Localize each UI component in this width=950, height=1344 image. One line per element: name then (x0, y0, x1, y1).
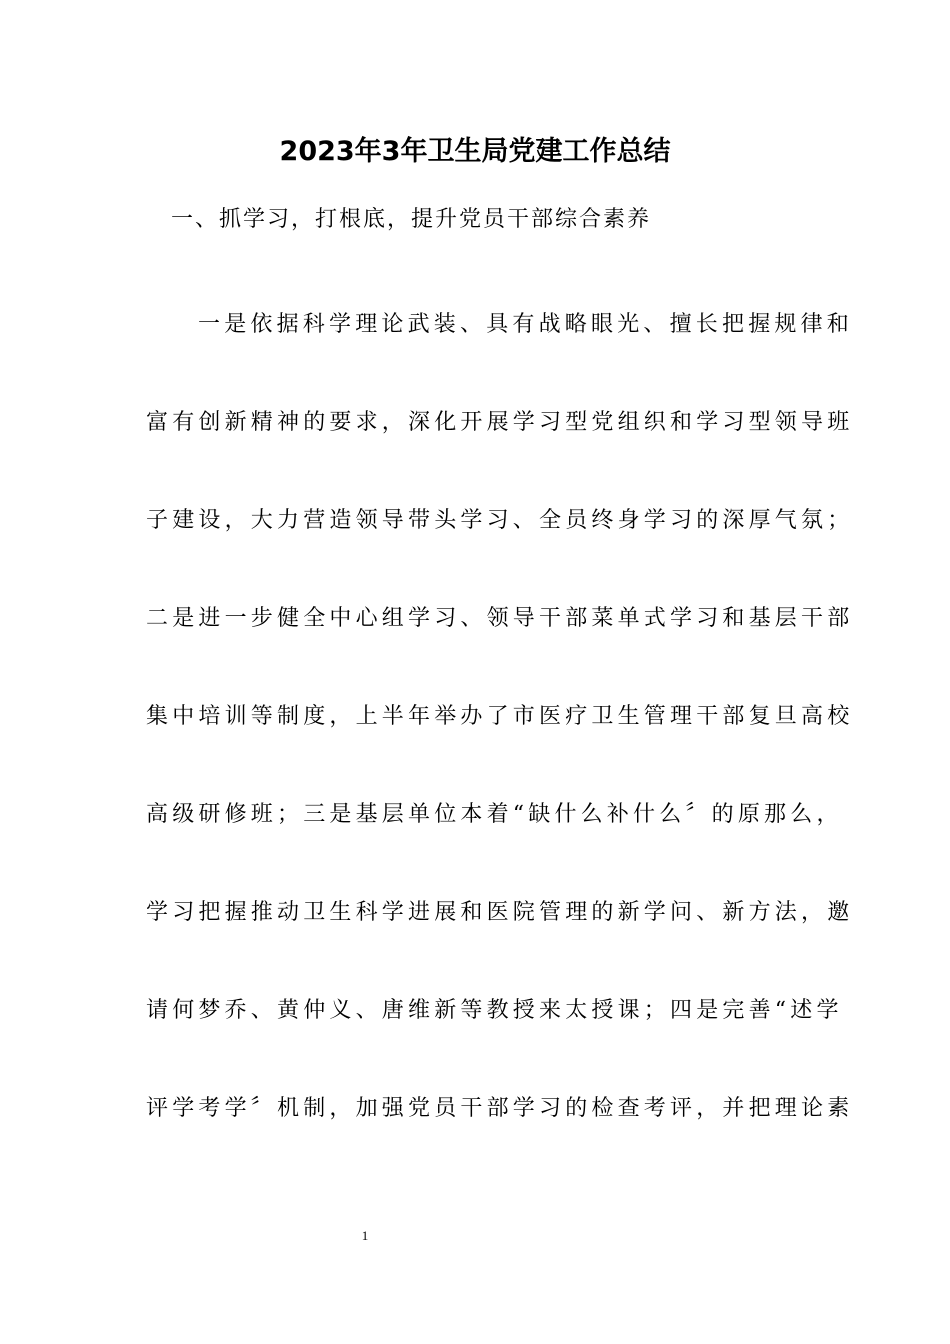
body-line-5: 集中培训等制度，上半年举办了市医疗卫生管理干部复旦高校 (146, 704, 854, 729)
document-title: 2023年3年卫生局党建工作总结 (279, 136, 671, 167)
body-line-8: 请何梦乔、黄仲义、唐维新等教授来太授课；四是完善“述学 (146, 998, 843, 1023)
body-line-7: 学习把握推动卫生科学进展和医院管理的新学问、新方法，邀 (146, 900, 854, 925)
body-line-3: 子建设，大力营造领导带头学习、全员终身学习的深厚气氛； (146, 508, 854, 533)
body-line-9: 评学考学〞机制，加强党员干部学习的检查考评，并把理论素 (146, 1096, 854, 1121)
body-line-1: 一是依据科学理论武装、具有战略眼光、擅长把握规律和 (198, 312, 854, 337)
body-line-6: 高级研修班；三是基层单位本着“缺什么补什么〞的原那么， (146, 802, 843, 827)
section-heading: 一、抓学习，打根底，提升党员干部综合素养 (171, 207, 652, 232)
body-line-2: 富有创新精神的要求，深化开展学习型党组织和学习型领导班 (146, 410, 854, 435)
page-number: 1 (361, 1228, 369, 1243)
body-line-4: 二是进一步健全中心组学习、领导干部菜单式学习和基层干部 (146, 606, 854, 631)
